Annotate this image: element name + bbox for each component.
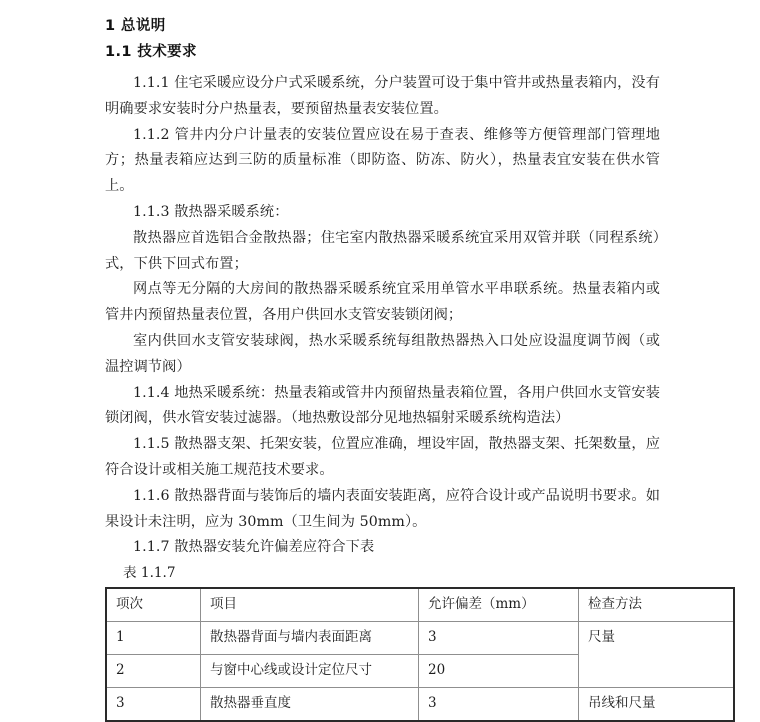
paragraph-radiator-aluminum: 散热器应首选铝合金散热器；住宅室内散热器采暖系统宜采用双管并联（同程系统）式，下供下回式布置；	[105, 229, 660, 272]
table-header-item: 项目	[201, 588, 419, 622]
paragraph-1-1-2: 1.1.2 管井内分户计量表的安装位置应设在易于查表、维修等方便管理部门管理地方；热量表箱应达到三防的质量标准（即防盗、防冻、防火），热量表宜安装在供水管上。	[105, 126, 660, 195]
table-cell-index: 1	[106, 622, 201, 655]
paragraph-1-1-5: 1.1.5 散热器支架、托架安装，位置应准确，埋设牢固，散热器支架、托架数量，应符合设计或相关施工规范技术要求。	[105, 436, 660, 478]
table-row	[106, 622, 734, 655]
table-header-index: 项次	[106, 588, 201, 622]
table-row	[106, 688, 734, 722]
table-caption: 表 1.1.7	[123, 565, 176, 582]
table-cell-index: 3	[106, 688, 201, 722]
table-header-row	[106, 588, 734, 622]
table-cell-method: 吊线和尺量	[579, 688, 735, 722]
tolerance-table	[105, 587, 735, 722]
table-cell-tolerance: 3	[419, 622, 579, 655]
table-header-tolerance: 允许偏差（mm）	[419, 588, 579, 622]
page-title: 1 总说明	[105, 18, 166, 34]
paragraph-1-1-7: 1.1.7 散热器安装允许偏差应符合下表	[133, 539, 375, 556]
paragraph-large-room-system: 网点等无分隔的大房间的散热器采暖系统宜采用单管水平串联系统。热量表箱内或管井内预留热量表位置，各用户供回水支管安装锁闭阀；	[105, 281, 660, 324]
paragraph-1-1-1: 1.1.1 住宅采暖应设分户式采暖系统，分户装置可设于集中管井或热量表箱内，没有明确要求安装时分户热量表，要预留热量表安装位置。	[105, 75, 660, 117]
section-heading-1-1: 1.1 技术要求	[105, 44, 197, 60]
table-cell-item: 散热器垂直度	[201, 688, 419, 722]
table-cell-index: 2	[106, 655, 201, 688]
table-cell-method: 尺量	[579, 622, 735, 688]
table-cell-tolerance: 3	[419, 688, 579, 722]
paragraph-1-1-3: 1.1.3 散热器采暖系统：	[133, 203, 289, 220]
table-header-method: 检查方法	[579, 588, 735, 622]
paragraph-1-1-4: 1.1.4 地热采暖系统：热量表箱或管井内预留热量表箱位置，各用户供回水支管安装锁闭阀，供水管安装过滤器。（地热敷设部分见地热辐射采暖系统构造法）	[105, 384, 660, 427]
table-cell-item: 与窗中心线或设计定位尺寸	[201, 655, 419, 688]
paragraph-1-1-6: 1.1.6 散热器背面与装饰后的墙内表面安装距离，应符合设计或产品说明书要求。如果设计未注明，应为 30mm（卫生间为 50mm）。	[105, 487, 660, 530]
paragraph-indoor-ball-valve: 室内供回水支管安装球阀，热水采暖系统每组散热器热入口处应设温度调节阀（或温控调节阀）	[105, 332, 660, 375]
table-cell-tolerance: 20	[419, 655, 579, 688]
table-cell-item: 散热器背面与墙内表面距离	[201, 622, 419, 655]
